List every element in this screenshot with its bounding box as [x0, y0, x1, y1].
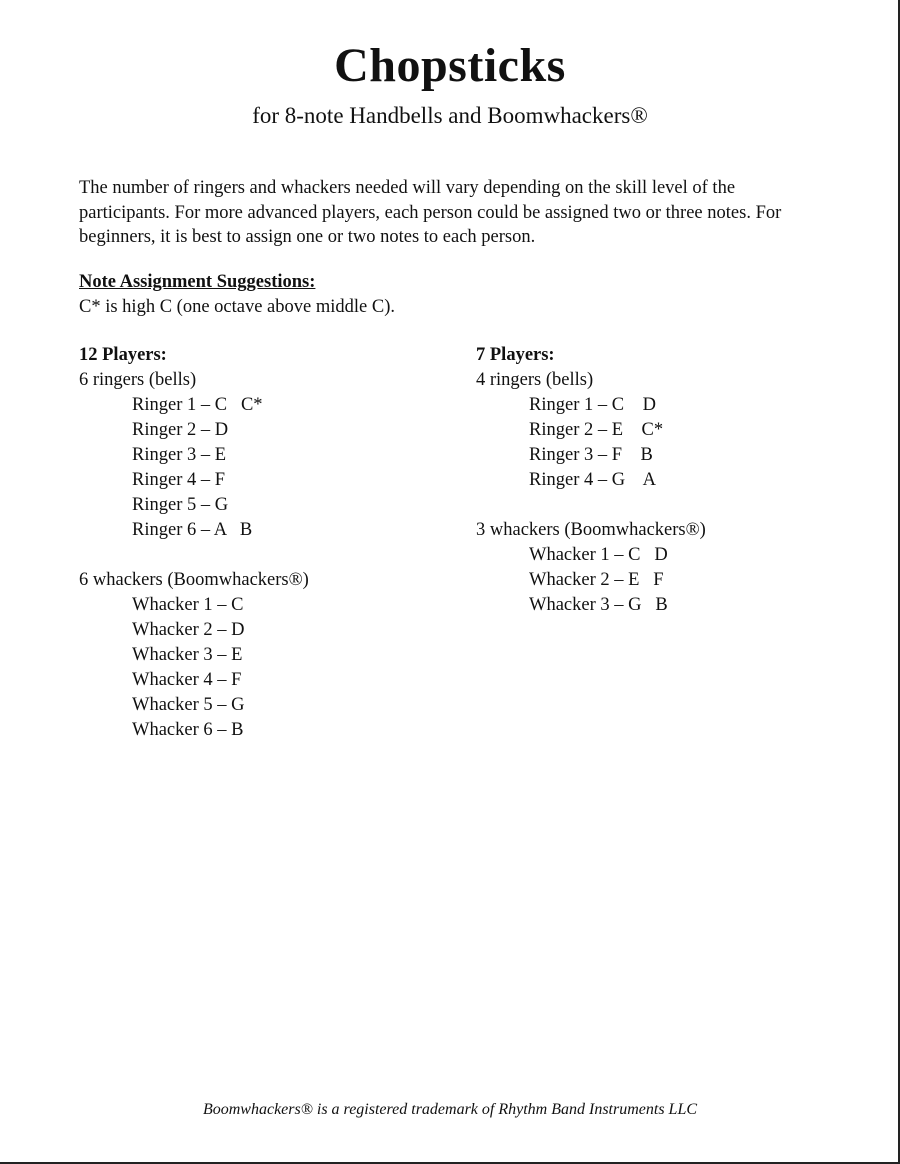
ringer-assignment: Ringer 5 – G	[132, 495, 229, 515]
ringer-assignment: Ringer 3 – E	[132, 445, 227, 465]
whacker-assignment: Whacker 2 – E F	[529, 570, 664, 590]
ringer-assignment: Ringer 3 – F B	[529, 445, 653, 465]
page-title: Chopsticks	[334, 39, 566, 92]
seven-ringers-label: 4 ringers (bells)	[476, 370, 594, 390]
twelve-players-section	[79, 343, 459, 743]
spacer	[476, 493, 876, 518]
seven-whackers-label: 3 whackers (Boomwhackers®)	[476, 520, 706, 540]
whacker-assignment: Whacker 3 – E	[132, 645, 243, 665]
ringer-assignment: Ringer 6 – A B	[132, 520, 253, 540]
spacer	[79, 543, 459, 568]
whacker-assignment: Whacker 3 – G B	[529, 595, 668, 615]
ringer-assignment: Ringer 2 – D	[132, 420, 229, 440]
seven-players-heading: 7 Players:	[476, 345, 555, 365]
page-subtitle: for 8-note Handbells and Boomwhackers®	[252, 103, 648, 128]
whacker-assignment: Whacker 5 – G	[132, 695, 245, 715]
whacker-assignment: Whacker 2 – D	[132, 620, 245, 640]
ringer-assignment: Ringer 1 – C D	[529, 395, 656, 415]
whacker-assignment: Whacker 1 – C	[132, 595, 244, 615]
intro-paragraph: The number of ringers and whackers needed will vary depending on the skill level of the participants. For more advanced players, each person could be assigned two or three notes. For beginners, it is best to assign one or two notes to each person.	[79, 178, 782, 247]
seven-players-section	[476, 343, 876, 618]
assignment-heading: Note Assignment Suggestions:	[79, 272, 316, 292]
whacker-assignment: Whacker 6 – B	[132, 720, 244, 740]
trademark-footer: Boomwhackers® is a registered trademark of Rhythm Band Instruments LLC	[202, 1101, 698, 1118]
whacker-assignment: Whacker 1 – C D	[529, 545, 668, 565]
twelve-players-heading: 12 Players:	[79, 345, 167, 365]
ringer-assignment: Ringer 4 – F	[132, 470, 226, 490]
ringer-assignment: Ringer 4 – G A	[529, 470, 656, 490]
ringer-assignment: Ringer 1 – C C*	[132, 395, 263, 415]
twelve-whackers-label: 6 whackers (Boomwhackers®)	[79, 570, 309, 590]
twelve-ringers-label: 6 ringers (bells)	[79, 370, 197, 390]
ringer-assignment: Ringer 2 – E C*	[529, 420, 664, 440]
whacker-assignment: Whacker 4 – F	[132, 670, 242, 690]
assignment-note: C* is high C (one octave above middle C).	[79, 297, 395, 317]
